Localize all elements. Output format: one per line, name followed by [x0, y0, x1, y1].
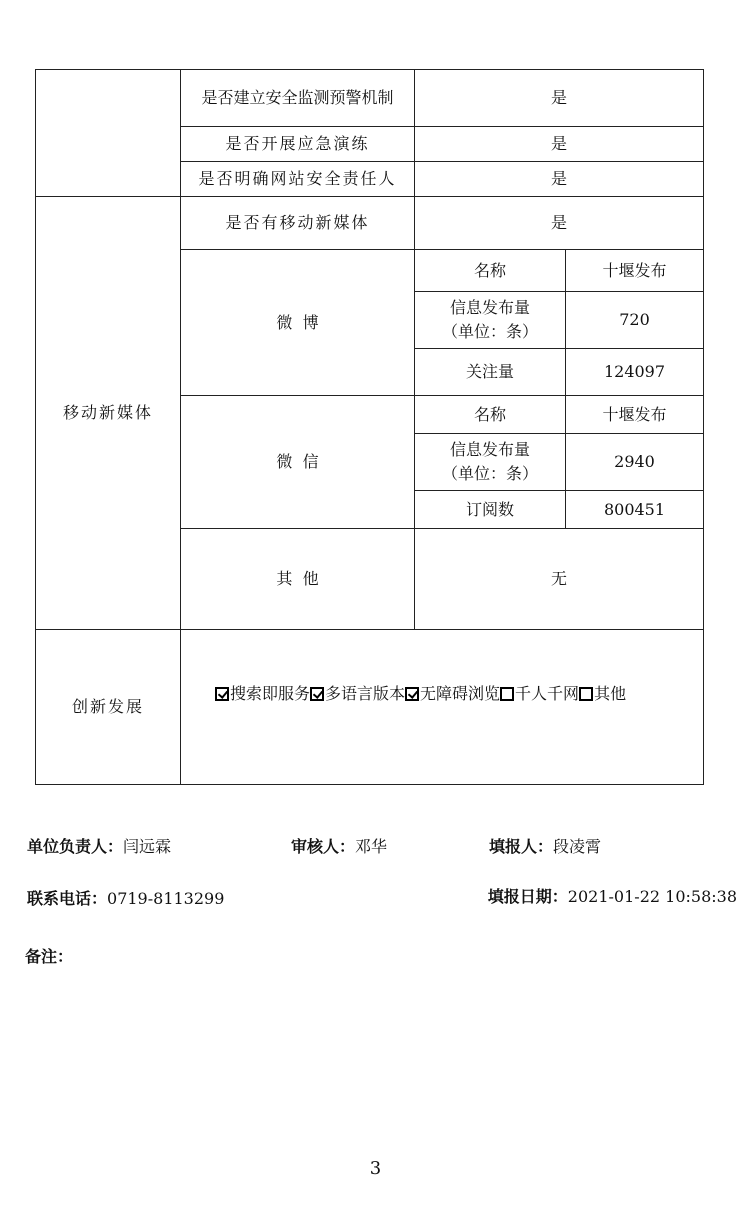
row-value-has-mobile: 是 [415, 197, 704, 250]
weibo-posts-label: 信息发布量（单位：条） [415, 292, 566, 349]
row-label-has-mobile: 是否有移动新媒体 [181, 197, 415, 250]
checkbox-empty-icon[interactable] [500, 687, 514, 701]
wechat-posts-label: 信息发布量（单位：条） [415, 434, 566, 491]
wechat-name-label: 名称 [415, 396, 566, 434]
option-accessibility: 无障碍浏览 [420, 684, 501, 703]
reviewer-value: 邓华 [355, 837, 388, 856]
weibo-posts-value: 720 [566, 292, 704, 349]
other-value: 无 [415, 529, 704, 630]
weibo-followers-value: 124097 [566, 349, 704, 396]
section-label-mobile: 移动新媒体 [36, 197, 181, 630]
unit-head [27, 834, 171, 857]
option-search-service: 搜索即服务 [230, 684, 311, 703]
row-label-monitoring: 是否建立安全监测预警机制 [181, 70, 415, 127]
other-label: 其 他 [181, 529, 415, 630]
contact-phone [27, 886, 224, 909]
date-value: 2021-01-22 10:58:38 [567, 887, 737, 906]
fill-date [488, 884, 737, 907]
weibo-name-label: 名称 [415, 250, 566, 292]
phone-value: 0719-8113299 [107, 889, 225, 908]
innovation-options [181, 630, 704, 785]
option-other: 其他 [594, 684, 627, 703]
wechat-posts-value: 2940 [566, 434, 704, 491]
wechat-subs-label: 订阅数 [415, 491, 566, 529]
row-label-drill: 是否开展应急演练 [181, 127, 415, 162]
weibo-followers-label: 关注量 [415, 349, 566, 396]
date-label: 填报日期： [487, 887, 568, 906]
option-personalized: 千人千网 [515, 684, 580, 703]
unit-head-value: 闫远霖 [123, 837, 172, 856]
weibo-label: 微 博 [181, 250, 415, 396]
section-label-innovation: 创新发展 [36, 630, 181, 785]
wechat-label: 微 信 [181, 396, 415, 529]
row-value-responsible: 是 [415, 162, 704, 197]
wechat-name-value: 十堰发布 [566, 396, 704, 434]
row-value-monitoring: 是 [415, 70, 704, 127]
notes-label: 备注： [25, 947, 74, 966]
weibo-name-value: 十堰发布 [566, 250, 704, 292]
checkbox-checked-icon[interactable] [405, 687, 419, 701]
notes [25, 944, 73, 967]
filler-label: 填报人： [489, 837, 554, 856]
section-label-security [36, 70, 181, 197]
wechat-subs-value: 800451 [566, 491, 704, 529]
checkbox-empty-icon[interactable] [579, 687, 593, 701]
report-table [35, 69, 704, 785]
reviewer [291, 834, 387, 857]
checkbox-checked-icon[interactable] [310, 687, 324, 701]
page-number: 3 [369, 1158, 382, 1179]
unit-head-label: 单位负责人： [27, 837, 124, 856]
row-label-responsible: 是否明确网站安全责任人 [181, 162, 415, 197]
filler-value: 段凌霄 [553, 837, 602, 856]
reviewer-label: 审核人： [291, 837, 356, 856]
option-multilingual: 多语言版本 [325, 684, 406, 703]
checkbox-checked-icon[interactable] [215, 687, 229, 701]
phone-label: 联系电话： [27, 889, 108, 908]
row-value-drill: 是 [415, 127, 704, 162]
filler [489, 834, 601, 857]
